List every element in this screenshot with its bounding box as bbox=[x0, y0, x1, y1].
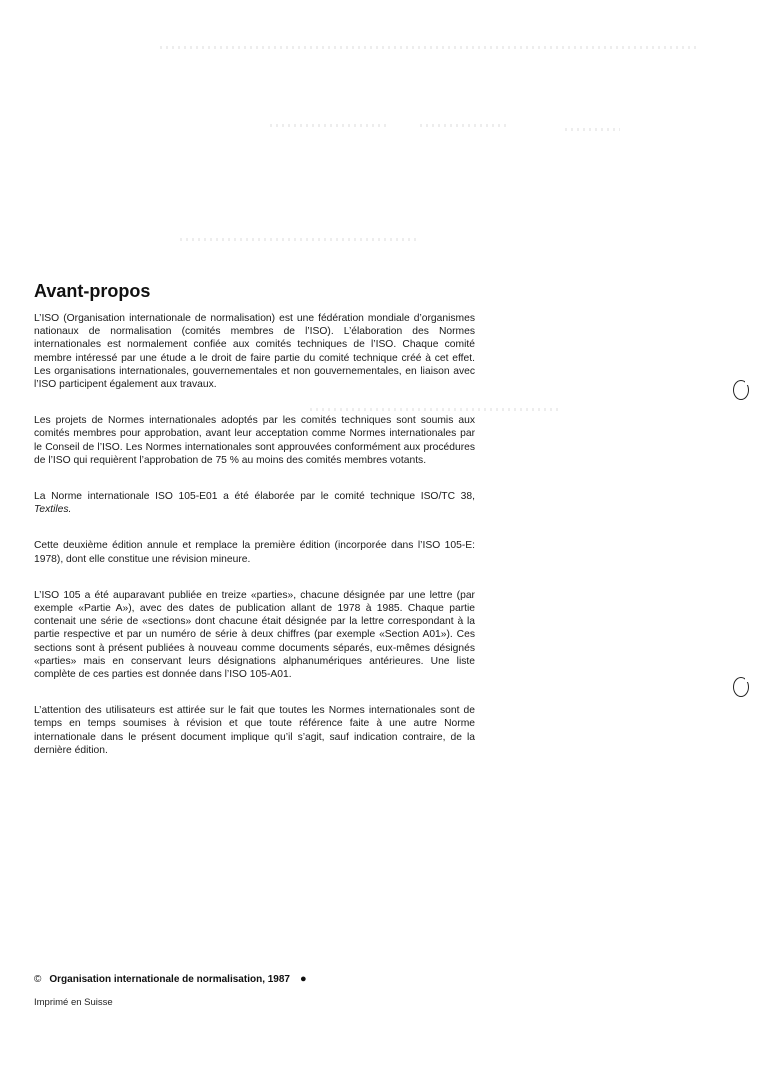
printed-in-line: Imprimé en Suisse bbox=[34, 997, 113, 1008]
paragraph-3-text: La Norme internationale ISO 105-E01 a été élaborée par le comité technique ISO/TC 38, bbox=[34, 491, 475, 503]
committee-title: Textiles. bbox=[34, 504, 72, 516]
binder-hole-icon bbox=[733, 380, 749, 400]
paragraph-5: L’ISO 105 a été auparavant publiée en treize «parties», chacune désignée par une lettre (par exemple «Partie A»), avec des dates de publication allant de 1978 à 1985. Chaque partie contenait une série de «sections» dont chacune était désignée par la lettre correspondant à la partie respective et par un numéro de série à deux chiffres (par exemple «Section A01»). Ces sections sont à présent publiées à nouveau comme documents séparés, eux-mêmes désignés «parties» mais en conservant leurs désignations alphanumériques antérieures. Une liste complète de ces parties est donnée dans l’ISO 105-A01. bbox=[34, 589, 475, 681]
bleed-through-mark bbox=[420, 124, 510, 127]
paragraph-3 bbox=[34, 490, 475, 516]
bullet-icon: ● bbox=[300, 973, 307, 985]
binder-hole-icon bbox=[733, 677, 749, 697]
bleed-through-mark bbox=[180, 238, 420, 241]
foreword-body bbox=[34, 312, 475, 780]
copyright-text: Organisation internationale de normalisation, 1987 bbox=[49, 974, 290, 985]
copyright-icon: © bbox=[34, 974, 42, 985]
paragraph-1: L’ISO (Organisation internationale de normalisation) est une fédération mondiale d’organismes nationaux de normalisation (comités membres de l’ISO). L’élaboration des Normes internationales est normalement confiée aux comités techniques de l’ISO. Chaque comité membre intéressé par une étude a le droit de faire partie du comité technique créé à cet effet. Les organisations internationales, gouvernementales et non gouvernementales, en liaison avec l’ISO participent également aux travaux. bbox=[34, 313, 475, 391]
bleed-through-mark bbox=[565, 128, 620, 131]
copyright-line bbox=[34, 973, 307, 986]
paragraph-2: Les projets de Normes internationales adoptés par les comités techniques sont soumis aux comités membres pour approbation, avant leur acceptation comme Normes internationales par le Conseil de l’ISO. Les Normes internationales sont approuvées conformément aux procédures de l’ISO qui requièrent l’approbation de 75 % au moins des comités membres votants. bbox=[34, 415, 475, 466]
paragraph-6: L’attention des utilisateurs est attirée sur le fait que toutes les Normes internationales sont de temps en temps soumises à révision et que toute référence faite à une autre Norme internationale dans le présent document implique qu’il s’agit, sauf indication contraire, de la dernière édition. bbox=[34, 705, 475, 756]
paragraph-4: Cette deuxième édition annule et remplace la première édition (incorporée dans l’ISO 105-E: 1978), dont elle constitue une révision mineure. bbox=[34, 540, 475, 565]
page-title: Avant-propos bbox=[34, 281, 151, 301]
bleed-through-mark bbox=[160, 46, 700, 49]
bleed-through-mark bbox=[270, 124, 390, 127]
